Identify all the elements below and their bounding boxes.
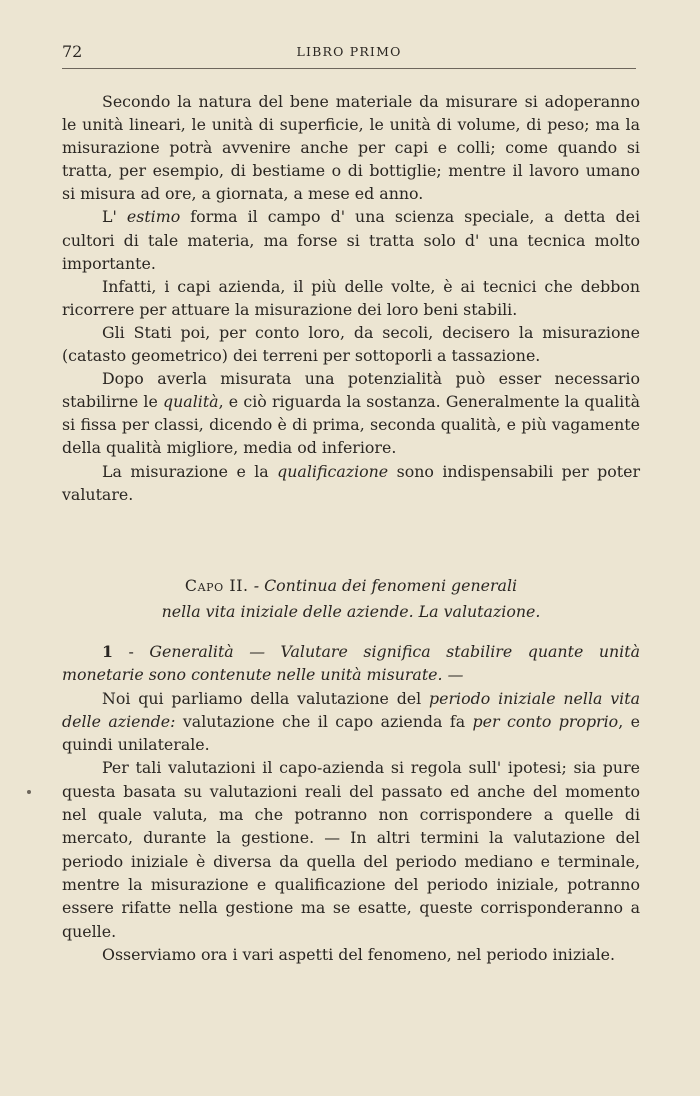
paragraph: [62, 460, 640, 506]
text-segment: Noi qui parliamo della valutazione del: [102, 688, 430, 708]
body-text-after: [62, 640, 640, 966]
text-segment: 1: [102, 642, 113, 661]
text-segment: Per tali valutazioni il capo-azienda si regola sull' ipotesi; sia pure questa basata su valutazioni reali del passato ed anche del momento nel quale valuta, ma che potranno non corrispondere a quelle di mercato, durante la gestione. — In altri termini la valutazione del periodo iniziale è diversa da quella del periodo mediano e terminale, mentre la misurazione e qualificazione del periodo iniziale, potranno essere rifatte nella gestione ma se esatte, queste corrisponderanno a quelle.: [62, 758, 640, 941]
text-segment: per conto proprio: [472, 711, 619, 731]
text-segment: Osserviamo ora i vari aspetti del fenomeno, nel periodo iniziale.: [102, 944, 616, 964]
paragraph: [62, 205, 640, 274]
paragraph: [62, 367, 640, 459]
text-segment: periodo iniziale nella vita delle aziende:: [62, 688, 640, 731]
paragraph: [62, 687, 640, 757]
chapter-heading: [62, 573, 640, 625]
text-segment: Secondo la natura del bene materiale da misurare si adoperanno le unità lineari, le unità di superficie, le unità di volume, di peso; ma la misurazione potrà avvenire anche per capi e colli; come quando si tratta, per esempio, di bestiame o di bottiglie; mentre il lavoro umano si misura ad ore, a giornata, a mese ed anno.: [62, 92, 640, 204]
text-segment: Dopo averla misurata una potenzialità può esser necessario stabilirne le: [62, 369, 640, 412]
paragraph: [62, 90, 640, 205]
text-segment: , e quindi unilaterale.: [62, 711, 640, 755]
text-segment: qualità: [163, 392, 219, 412]
paragraph: [62, 321, 640, 367]
text-segment: L': [102, 207, 127, 227]
text-segment: estimo: [126, 207, 181, 227]
body-text-before: [62, 90, 640, 506]
chapter-title-line-2: nella vita iniziale delle aziende. La valutazione.: [161, 602, 541, 621]
text-segment: , e ciò riguarda la sostanza. Generalmente la qualità si fissa per classi, dicendo è di prima, seconda qualità, e più vagamente della qualità migliore, media od inferiore.: [62, 392, 640, 458]
page-header: [62, 42, 636, 62]
page-number: 72: [62, 42, 83, 61]
text-segment: Infatti, i capi azienda, il più delle volte, è ai tecnici che debbon ricorrere per attuare la misurazione dei loro beni stabili.: [62, 276, 640, 319]
text-segment: La misurazione e la: [102, 461, 278, 481]
header-rule: [62, 68, 636, 69]
paragraph: [62, 640, 640, 687]
page-mark: [27, 790, 31, 794]
text-segment: qualificazione: [277, 461, 389, 481]
text-segment: forma il campo d' una scienza speciale, a detta dei cultori di tale materia, ma forse si tratta solo d' una tecnica molto importante.: [62, 207, 640, 273]
text-segment: Generalità — Valutare significa stabilire quante unità monetarie sono contenute nelle unità misurate. —: [62, 642, 640, 685]
text-segment: valutazione che il capo azienda fa: [175, 711, 473, 731]
paragraph: [62, 275, 640, 321]
chapter-title-line-1: - Continua dei fenomeni generali: [248, 576, 518, 595]
text-segment: Gli Stati poi, per conto loro, da secoli, decisero la misurazione (catasto geometrico) dei terreni per sottoporli a tassazione.: [62, 322, 640, 366]
paragraph: [62, 756, 640, 942]
text-segment: -: [113, 642, 150, 661]
chapter-label: Capo II.: [184, 576, 249, 595]
text-segment: sono indispensabili per poter valutare.: [62, 461, 640, 504]
running-title: LIBRO PRIMO: [296, 44, 402, 59]
paragraph: [62, 943, 640, 966]
